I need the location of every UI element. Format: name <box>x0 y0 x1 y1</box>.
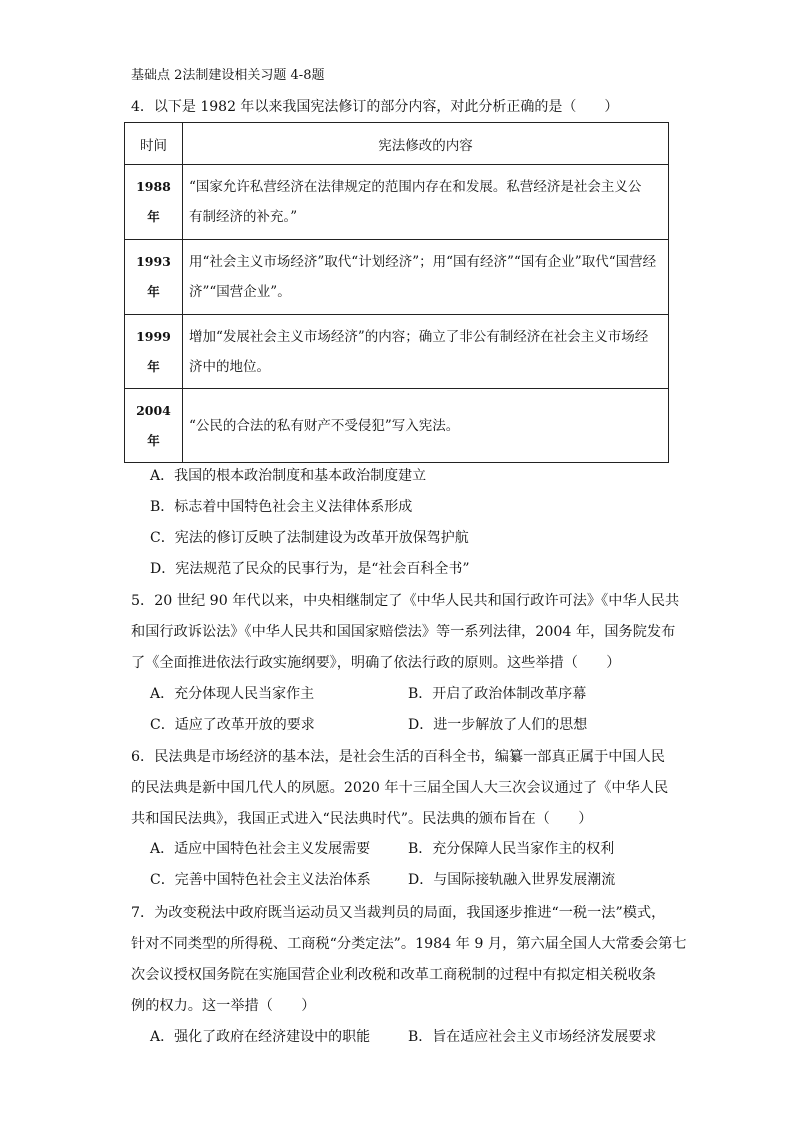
year-unit: 年 <box>147 358 160 374</box>
content-line: 用“社会主义市场经济”取代“计划经济”；用“国有经济”“国有企业”取代“国营经 <box>189 254 657 270</box>
q4-option-b: B．标志着中国特色社会主义法律体系形成 <box>150 499 413 515</box>
table-cell-content <box>183 240 669 315</box>
stem-line: 针对不同类型的所得税、工商税“分类定法”。1984 年 9 月，第六届全国人大常委会第七 <box>131 936 687 952</box>
section-heading: 基础点 2法制建设相关习题 4-8题 <box>131 68 325 83</box>
table-cell-content <box>183 315 669 389</box>
q4-option-c: C．宪法的修订反映了法制建设为改革开放保驾护航 <box>150 530 469 546</box>
q6-option-a: A．适应中国特色社会主义发展需要 <box>150 841 371 857</box>
q4-option-a: A．我国的根本政治制度和基本政治制度建立 <box>150 468 427 484</box>
content-line: 增加“发展社会主义市场经济”的内容；确立了非公有制经济在社会主义市场经 <box>189 328 649 345</box>
question-4-stem: 4．以下是 1982 年以来我国宪法修订的部分内容，对此分析正确的是（ ） <box>131 99 619 115</box>
table-cell-content <box>183 389 669 463</box>
q5-option-a: A．充分体现人民当家作主 <box>150 686 315 702</box>
question-6-stem <box>131 742 669 835</box>
table-header-row <box>125 123 669 165</box>
q5-option-c: C．适应了改革开放的要求 <box>150 717 315 733</box>
q7-option-a: A．强化了政府在经济建设中的职能 <box>150 1029 371 1045</box>
table-header-content: 宪法修改的内容 <box>183 123 669 165</box>
q4-option-d: D．宪法规范了民众的民事行为，是“社会百科全书” <box>150 561 470 577</box>
content-line: 济”“国营企业”。 <box>189 284 291 300</box>
table-cell-year <box>125 165 183 240</box>
table-row <box>125 240 669 315</box>
question-7-stem <box>131 898 687 1022</box>
year-number: 1999 <box>136 328 171 344</box>
q6-option-c: C．完善中国特色社会主义法治体系 <box>150 872 371 888</box>
content-line: “公民的合法的私有财产不受侵犯”写入宪法。 <box>189 417 460 434</box>
question-5-stem <box>131 586 680 679</box>
year-number: 1993 <box>136 254 171 269</box>
table-row <box>125 315 669 389</box>
table-header-time: 时间 <box>125 123 183 165</box>
q6-option-b: B．充分保障人民当家作主的权利 <box>408 841 615 857</box>
stem-line: 7．为改变税法中政府既当运动员又当裁判员的局面，我国逐步推进“一税一法”模式， <box>131 905 666 921</box>
content-line: 济中的地位。 <box>189 358 270 375</box>
year-unit: 年 <box>147 284 160 299</box>
q7-option-b: B．旨在适应社会主义市场经济发展要求 <box>408 1029 657 1045</box>
content-line: 有制经济的补充。” <box>189 209 298 225</box>
year-number: 2004 <box>136 402 171 418</box>
year-unit: 年 <box>147 432 160 448</box>
table-row <box>125 389 669 463</box>
stem-line: 例的权力。这一举措（ ） <box>131 998 316 1014</box>
stem-line: 次会议授权国务院在实施国营企业利改税和改革工商税制的过程中有拟定相关税收条 <box>131 967 656 983</box>
content-line: “国家允许私营经济在法律规定的范围内存在和发展。私营经济是社会主义公 <box>189 179 642 195</box>
year-unit: 年 <box>147 209 160 224</box>
stem-line: 6．民法典是市场经济的基本法，是社会生活的百科全书，编纂一部真正属于中国人民 <box>131 749 665 765</box>
table-cell-year <box>125 240 183 315</box>
stem-line: 和国行政诉讼法》《中华人民共和国国家赔偿法》等一系列法律，2004 年，国务院发布 <box>131 624 676 640</box>
constitution-amendment-table <box>124 122 669 463</box>
table-cell-content <box>183 165 669 240</box>
q5-option-b: B．开启了政治体制改革序幕 <box>408 686 587 702</box>
q5-option-d: D．进一步解放了人们的思想 <box>408 717 588 733</box>
table-cell-year <box>125 315 183 389</box>
q6-option-d: D．与国际接轨融入世界发展潮流 <box>408 872 616 888</box>
year-number: 1988 <box>136 179 171 194</box>
table-cell-year <box>125 389 183 463</box>
stem-line: 了《全面推进依法行政实施纲要》，明确了依法行政的原则。这些举措（ ） <box>131 655 621 671</box>
stem-line: 共和国民法典》，我国正式进入“民法典时代”。民法典的颁布旨在（ ） <box>131 811 593 827</box>
table-row <box>125 165 669 240</box>
stem-line: 5．20 世纪 90 年代以来，中央相继制定了《中华人民共和国行政许可法》《中华人民共 <box>131 593 680 609</box>
stem-line: 的民法典是新中国几代人的夙愿。2020 年十三届全国人大三次会议通过了《中华人民 <box>131 780 669 796</box>
